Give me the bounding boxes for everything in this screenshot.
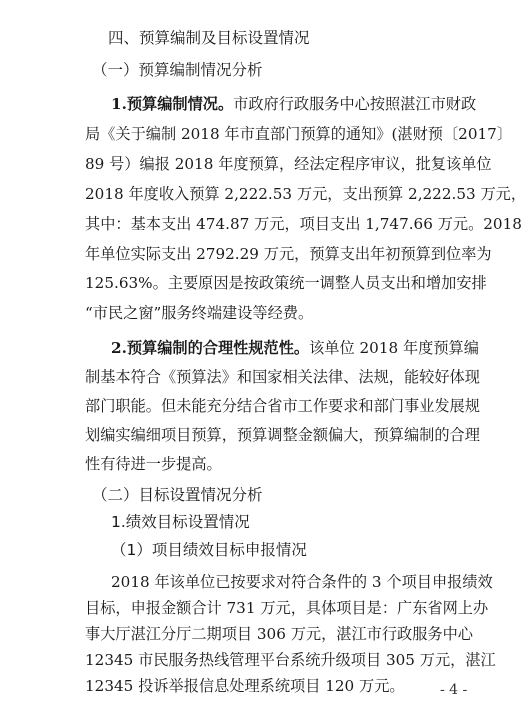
paragraph-2-line-4: 划编实编细项目预算，预算调整金额偏大，预算编制的合理 bbox=[85, 426, 480, 444]
paragraph-1-line-5: 其中：基本支出 474.87 万元，项目支出 1,747.66 万元。2018 bbox=[85, 215, 522, 233]
paragraph-1-lead: 1.预算编制情况。 bbox=[111, 95, 234, 113]
paragraph-2-line-5: 性有待进一步提高。 bbox=[85, 455, 222, 473]
subsection-heading-2: （二）目标设置情况分析 bbox=[92, 486, 263, 504]
paragraph-1-line-2: 局《关于编制 2018 年市直部门预算的通知》(湛财预〔2017〕 bbox=[85, 125, 513, 143]
page-number: - 4 - bbox=[440, 682, 468, 698]
section-heading-4: 四、预算编制及目标设置情况 bbox=[108, 29, 310, 47]
paragraph-3-line-3: 事大厅湛江分厅二期项目 306 万元，湛江市行政服务中心 bbox=[85, 625, 473, 643]
perf-target-subheading: （1）项目绩效目标申报情况 bbox=[111, 541, 307, 559]
paragraph-1-text: 市政府行政服务中心按照湛江市财政 bbox=[233, 95, 477, 113]
paragraph-2-text: 该单位 2018 年度预算编 bbox=[309, 339, 479, 357]
paragraph-2-line-1 bbox=[111, 338, 526, 358]
paragraph-1-line-4: 2018 年度收入预算 2,222.53 万元，支出预算 2,222.53 万元， bbox=[85, 185, 526, 203]
paragraph-1-line-1 bbox=[111, 94, 526, 114]
paragraph-2-lead: 2.预算编制的合理性规范性。 bbox=[111, 339, 310, 357]
perf-target-heading: 1.绩效目标设置情况 bbox=[111, 513, 250, 531]
paragraph-3-line-2: 目标，申报金额合计 731 万元，具体项目是：广东省网上办 bbox=[85, 599, 489, 617]
paragraph-1-line-3: 89 号）编报 2018 年度预算，经法定程序审议，批复该单位 bbox=[85, 155, 492, 173]
paragraph-2-line-3: 部门职能。但未能充分结合省市工作要求和部门事业发展规 bbox=[85, 397, 480, 415]
paragraph-3-line-1: 2018 年该单位已按要求对符合条件的 3 个项目申报绩效 bbox=[111, 573, 493, 591]
paragraph-3-line-5: 12345 投诉举报信息处理系统项目 120 万元。 bbox=[85, 677, 405, 695]
paragraph-1-line-6: 年单位实际支出 2792.29 万元，预算支出年初预算到位率为 bbox=[85, 245, 492, 263]
paragraph-3-line-4: 12345 市民服务热线管理平台系统升级项目 305 万元，湛江 bbox=[85, 651, 496, 669]
paragraph-1-line-8: “市民之窗”服务终端建设等经费。 bbox=[85, 304, 314, 322]
paragraph-1-line-7: 125.63%。主要原因是按政策统一调整人员支出和增加安排 bbox=[85, 274, 487, 292]
subsection-heading-1: （一）预算编制情况分析 bbox=[92, 61, 263, 79]
paragraph-2-line-2: 制基本符合《预算法》和国家相关法律、法规，能较好体现 bbox=[85, 368, 480, 386]
